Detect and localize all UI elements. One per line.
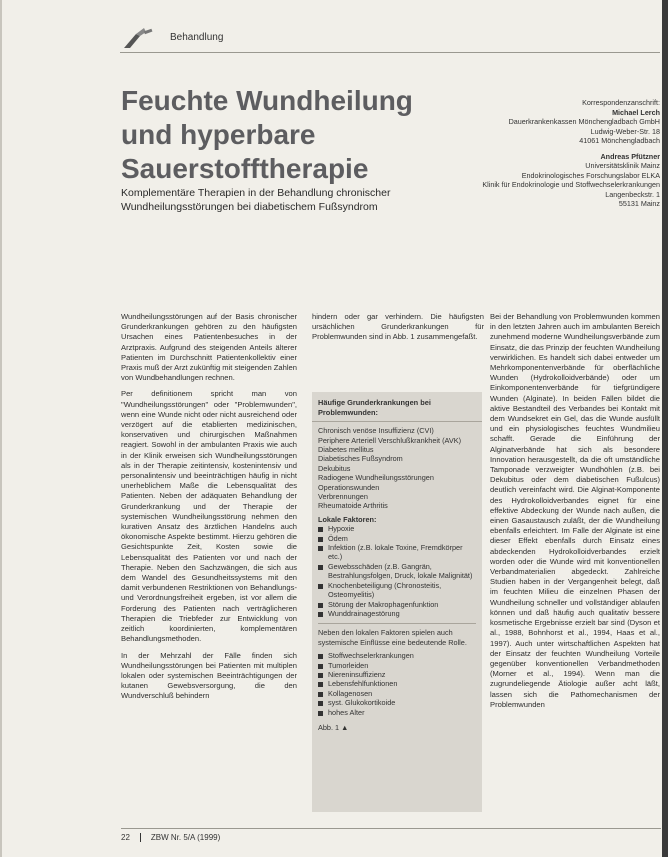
journal-reference: ZBW Nr. 5/A (1999) [150, 833, 221, 842]
address-line: Klinik für Endokrinologie und Stoffwechselerkrankungen [482, 180, 660, 189]
list-item: Infektion (z.B. lokale Toxine, Fremdkörper etc.) [318, 543, 476, 562]
author-name: Michael Lerch [612, 107, 660, 117]
list-item: Rheumatoide Arthritis [318, 501, 388, 511]
list-item: Wunddrainagestörung [318, 609, 476, 618]
address-line: Ludwig-Weber-Str. 18 [590, 126, 660, 136]
list-item: Chronisch venöse Insuffizienz (CVI) [318, 426, 434, 436]
author-name: Andreas Pfützner [600, 151, 660, 161]
list-item: Verbrennungen [318, 492, 368, 502]
address-line: Langenbeckstr. 1 [605, 189, 660, 199]
paragraph: Per definitionem spricht man von "Wundheilungsstörungen" oder "Problemwunden", wenn eine Wunde nicht oder nicht ausreichend oder verzögert auf die etablierten medizinischen, konservativen und chirurgischen Maßnahmen reagiert. Sowohl in der ambulanten Praxis wie auch in der Klinik erweisen sich Wundheilungsstörungen als in der Therapie zeitintensiv, kostenintensiv und personalintensiv und beeinträchtigen häufig in nicht unerheblichem Maße die Lebensqualität des Patienten. Neben der adäquaten Behandlung der Grunderkrankung und der Therapie der systemischen Wundheilungsstörung nehmen den kurativen Ansatz des ärztlichen Handelns auch ökonomische Aspekte bestimmt. Hierzu gehören die Gesichtspunkte Zeit, Kosten sowie die Lebensqualität des Patienten vor und nach der Therapie. Neben den Sachzwängen, die sich aus dem Wandel des Gesundheitssystems mit den damit verbundenen Restriktionen von Behandlungs- und Verordnungsfreiheit ergeben, ist vor allem die Forderung des Patienten nach verträglicheren Therapien die Triebfeder zur Entwicklung von zeitlich koordinierten, komplementären Behandlungsmethoden. [121, 389, 297, 644]
paragraph: Wundheilungsstörungen auf der Basis chronischer Grunderkrankungen gehören zu den häufigsten Ursachen eines Patientenbesuches in der Arztpraxis. Aufgrund des steigenden Anteils älterer Patienten im Durchschnitt Patientenkollektiv einer Praxis muß der Arzt zukünftig mit steigenden Zahlen von Wundbehandlungen rechnen. [121, 312, 298, 383]
list-item: Hypoxie [318, 524, 476, 533]
title-line: und hyperbare [121, 119, 316, 150]
list-item: Radiogene Wundheilungsstörungen [318, 473, 434, 483]
title-line: Sauerstofftherapie [121, 153, 369, 184]
correspondence-label: Korrespondenzanschrift: [582, 98, 660, 107]
correspondence-block [430, 98, 660, 209]
box-note: Neben den lokalen Faktoren spielen auch systemische Einflüsse eine bedeutende Rolle. [318, 623, 476, 647]
address-line: 41061 Mönchengladbach [579, 136, 660, 145]
address-line: 55131 Mainz [618, 199, 660, 208]
address-line: Dauerkrankenkassen Mönchengladbach GmbH [508, 117, 660, 126]
local-factors-list [318, 524, 476, 618]
footer-separator [140, 833, 141, 842]
paragraph: In der Mehrzahl der Fälle finden sich Wundheilungsstörungen bei Patienten mit multiplen lokalen oder systemischen Beeinträchtigungen der kutanen Gewebsversorgung, die den Wundverschluß behindern [121, 650, 297, 701]
paragraph: hindern oder gar verhindern. Die häufigsten ursächlichen Grunderkrankungen für Problemwunden sind in Abb. 1 zusammengefaßt. [312, 312, 484, 342]
list-item: Störung der Makrophagenfunktion [318, 600, 476, 609]
title-line: Feuchte Wundheilung [121, 85, 413, 116]
page-edge [0, 0, 2, 857]
article-subtitle: Komplementäre Therapien in der Behandlung chronischer Wundheilungsstörungen bei diabetischem Fußsyndrom [121, 187, 391, 213]
list-item: Knochenbeteiligung (Chronosteitis, Osteomyelitis) [318, 581, 476, 600]
footer-divider [121, 828, 661, 829]
article-title [121, 84, 413, 186]
page-edge-shadow [662, 0, 668, 857]
text-column-3 [490, 312, 660, 716]
list-item: Niereninsuffizienz [318, 670, 476, 679]
page-number: 22 [121, 833, 130, 842]
address-line: Endokrinologisches Forschungslabor ELKA [521, 170, 660, 180]
text-column-1 [121, 312, 297, 708]
section-label: Behandlung [170, 32, 224, 43]
list-item: Ödem [318, 534, 476, 543]
list-item: Diabetes mellitus [318, 445, 374, 454]
local-factors-label: Lokale Faktoren: [318, 514, 377, 524]
paragraph: Bei der Behandlung von Problemwunden kommen in den letzten Jahren auch im ambulanten Bereich zunehmend moderne Wundheilungsverbände zum Einsatz, die das Prinzip der feuchten Wundheilung verwirklichen. Es handelt sich dabei entweder um Mehrkomponentenverbände für oberflächliche Wunden (Hydrokolloidverbände) oder um Einkomponentenverbände für tiefgründigere Wunden (Alginate). In beiden Fällen bildet die aktive Bestandteil des Verbandes bei Kontakt mit dem Wundsekret ein Gel, das die Wunde ausfüllt und ein physiologisches feuchtes Wundmilieu schafft. Gerade die Einführung der Alginatverbände hat sich als besondere Innovation herausgestellt, da die oft umständliche Tamponade verzweigter Wundhöhlen (z.B. bei Dekubitus oder dem diabetischen Fußulcus) deutlich vereinfacht wird. Die Alginat-Komponente des Hydrokolloidverbandes eignet für eine effektive Abdeckung der Wunde nach außen, die einen Gasaustausch zuläßt, der die Wundheilung ebenfalls erleichtert. Im Falle der Alginate ist eine dieser Effekt ebenfalls durch Einsatz eines abdeckenden Hydrokolloidverbandes erzielt worden oder die Wunde wird mit konventionellen Verbandmaterialien abgedeckt. Zahlreiche Studien haben in der Vergangenheit belegt, daß im feuchten Milieu die einzelnen Phasen der Wundheilung schneller und vollständiger ablaufen können und daß häufig auch qualitativ bessere kosmetische Ergebnisse erzielt bar sind (Dyson et al., 1988, Bohnhorst et al., 1994, Haas et al., 1997). Auch unter wirtschaftlichen Aspekten hat der Einsatz der feuchten Wundheilung Vorteile gegenüber konventionellen Verbandmethoden (Morner et al., 1994). Wenn man die zugrundeliegende Ätiologie außer acht läßt, lassen sich die Pathomechanismen der Problemwunden [490, 312, 660, 709]
list-item: Tumorleiden [318, 661, 476, 670]
behandlung-logo-icon [122, 26, 164, 50]
list-item: syst. Glukokortikoide [318, 698, 476, 707]
list-item: Gewebsschäden (z.B. Gangrän, Bestrahlungsfolgen, Druck, lokale Malignität) [318, 562, 476, 581]
info-box-grunderkrankungen [312, 392, 482, 812]
list-item: Periphere Arteriell Verschlußkrankheit (AVK) [318, 435, 462, 445]
text-column-2 [312, 312, 484, 349]
address-line: Universitätsklinik Mainz [585, 161, 660, 170]
figure-label: Abb. 1 ▲ [318, 722, 349, 732]
box-body [312, 422, 482, 732]
list-item: Kollagenosen [318, 689, 476, 698]
list-item: Lebensfehlfunktionen [318, 679, 476, 688]
box-heading: Häufige Grunderkrankungen bei Problemwunden: [312, 392, 482, 422]
page-footer [121, 833, 230, 842]
list-item: Stoffwechselerkrankungen [318, 651, 476, 660]
list-item: Dekubitus [318, 463, 351, 473]
list-item: Diabetisches Fußsyndrom [318, 454, 403, 464]
header-divider [120, 52, 660, 53]
list-item: hohes Alter [318, 708, 476, 717]
list-item: Operationswunden [318, 482, 380, 492]
systemic-factors-list [318, 651, 476, 717]
